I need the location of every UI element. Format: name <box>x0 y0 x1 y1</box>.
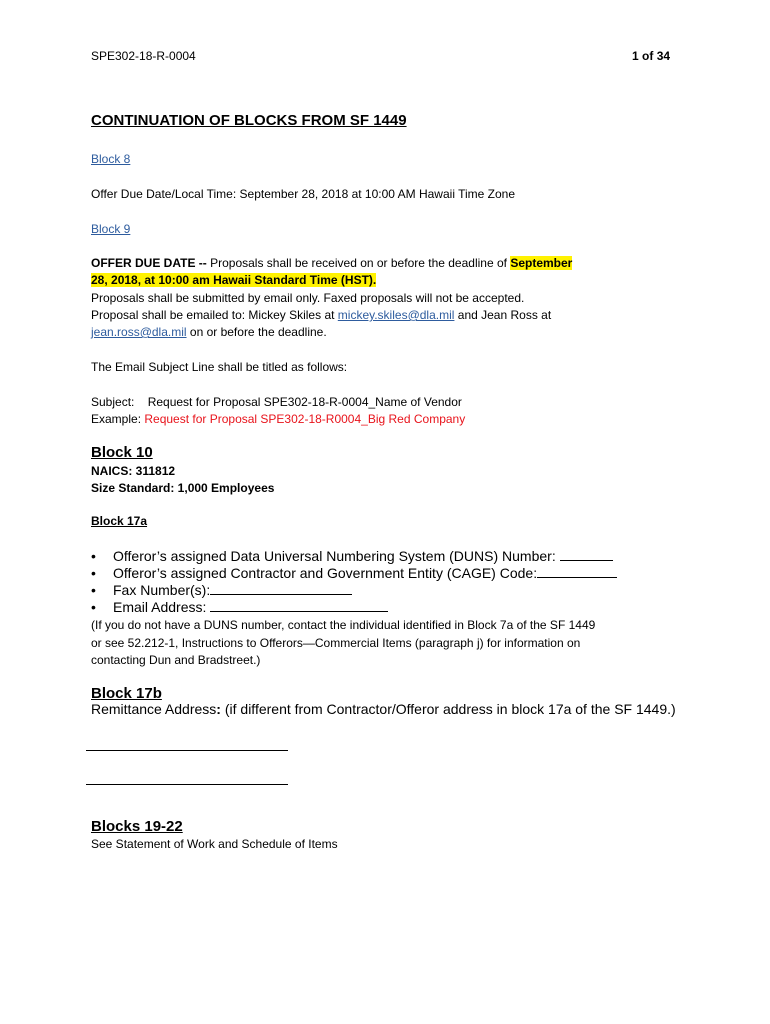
blocks19-22-heading: Blocks 19-22 <box>91 818 183 835</box>
block8-text: Offer Due Date/Local Time: September 28, 2018 at 10:00 AM Hawaii Time Zone <box>91 187 516 201</box>
subject-intro: The Email Subject Line shall be titled as follows: <box>91 360 348 374</box>
blocks19-22-text: See Statement of Work and Schedule of Items <box>91 837 338 851</box>
example-text: Request for Proposal SPE302-18-R0004_Big Red Company <box>144 412 466 426</box>
block9-link[interactable]: Block 9 <box>91 222 131 236</box>
remittance-text: (if different from Contractor/Offeror address in block 17a of the SF 1449.) <box>220 701 676 717</box>
block17b-heading: Block 17b <box>91 685 162 702</box>
bullet-icon: • <box>91 582 96 598</box>
duns-note-line1: (If you do not have a DUNS number, contact the individual identified in Block 7a of the SF 1449 <box>91 618 596 632</box>
list-item-duns <box>91 548 691 565</box>
and-jean-text: and Jean Ross at <box>454 308 552 322</box>
page-title: CONTINUATION OF BLOCKS FROM SF 1449 <box>91 112 407 129</box>
remittance-line <box>91 701 676 718</box>
offer-due-highlight-1: September <box>510 256 573 270</box>
emailed-to-line <box>91 307 551 324</box>
page-number-total: of 34 <box>642 49 671 63</box>
subject-line: Subject: Request for Proposal SPE302-18-R-0004_Name of Vendor <box>91 395 462 409</box>
deadline-tail-text: on or before the deadline. <box>186 325 327 339</box>
block8-heading[interactable] <box>91 151 130 168</box>
remittance-address-line-2[interactable] <box>86 784 288 785</box>
list-item-cage <box>91 565 691 582</box>
deadline-line <box>91 324 327 341</box>
naics-code: NAICS: 311812 <box>91 464 176 478</box>
offer-due-text: Proposals shall be received on or before the deadline of <box>206 256 511 270</box>
remittance-address-line-1[interactable] <box>86 750 288 751</box>
example-line <box>91 411 465 428</box>
email-link-mickey[interactable]: mickey.skiles@dla.mil <box>337 308 455 322</box>
bullet-icon: • <box>91 548 96 564</box>
emailed-to-text: Proposal shall be emailed to: Mickey Skiles at <box>91 308 338 322</box>
fax-field[interactable] <box>210 582 352 595</box>
remittance-label: Remittance Address <box>91 701 217 717</box>
bullet-icon: • <box>91 599 96 615</box>
page-number <box>632 48 670 65</box>
offer-due-label: OFFER DUE DATE -- <box>91 256 207 270</box>
block9-heading[interactable] <box>91 221 130 238</box>
bullet-icon: • <box>91 565 96 581</box>
email-label: Email Address: <box>113 599 211 615</box>
duns-field[interactable] <box>560 548 613 561</box>
list-item-email <box>91 599 691 616</box>
offeror-info-list <box>91 548 691 616</box>
offer-due-highlight-2: 28, 2018, at 10:00 am Hawaii Standard Time (HST). <box>91 273 377 287</box>
block17a-heading: Block 17a <box>91 514 148 528</box>
block10-heading: Block 10 <box>91 444 153 461</box>
fax-label: Fax Number(s): <box>113 582 211 598</box>
email-only-line: Proposals shall be submitted by email only. Faxed proposals will not be accepted. <box>91 291 525 305</box>
block8-link[interactable]: Block 8 <box>91 152 131 166</box>
email-field[interactable] <box>210 599 388 612</box>
duns-note-line3: contacting Dun and Bradstreet.) <box>91 653 261 667</box>
list-item-fax <box>91 582 691 599</box>
document-id: SPE302-18-R-0004 <box>91 49 196 63</box>
cage-label: Offeror’s assigned Contractor and Government Entity (CAGE) Code: <box>113 565 538 581</box>
email-link-jean[interactable]: jean.ross@dla.mil <box>91 325 187 339</box>
duns-note-line2: or see 52.212-1, Instructions to Offerors—Commercial Items (paragraph j) for information on <box>91 636 581 650</box>
size-standard: Size Standard: 1,000 Employees <box>91 481 275 495</box>
duns-label: Offeror’s assigned Data Universal Numbering System (DUNS) Number: <box>113 548 556 564</box>
example-label: Example: <box>91 412 145 426</box>
page-number-current: 1 <box>632 49 639 63</box>
remittance-colon: : <box>216 701 221 717</box>
cage-field[interactable] <box>537 565 617 578</box>
offer-due-line2 <box>91 272 376 289</box>
offer-due-paragraph <box>91 255 691 272</box>
